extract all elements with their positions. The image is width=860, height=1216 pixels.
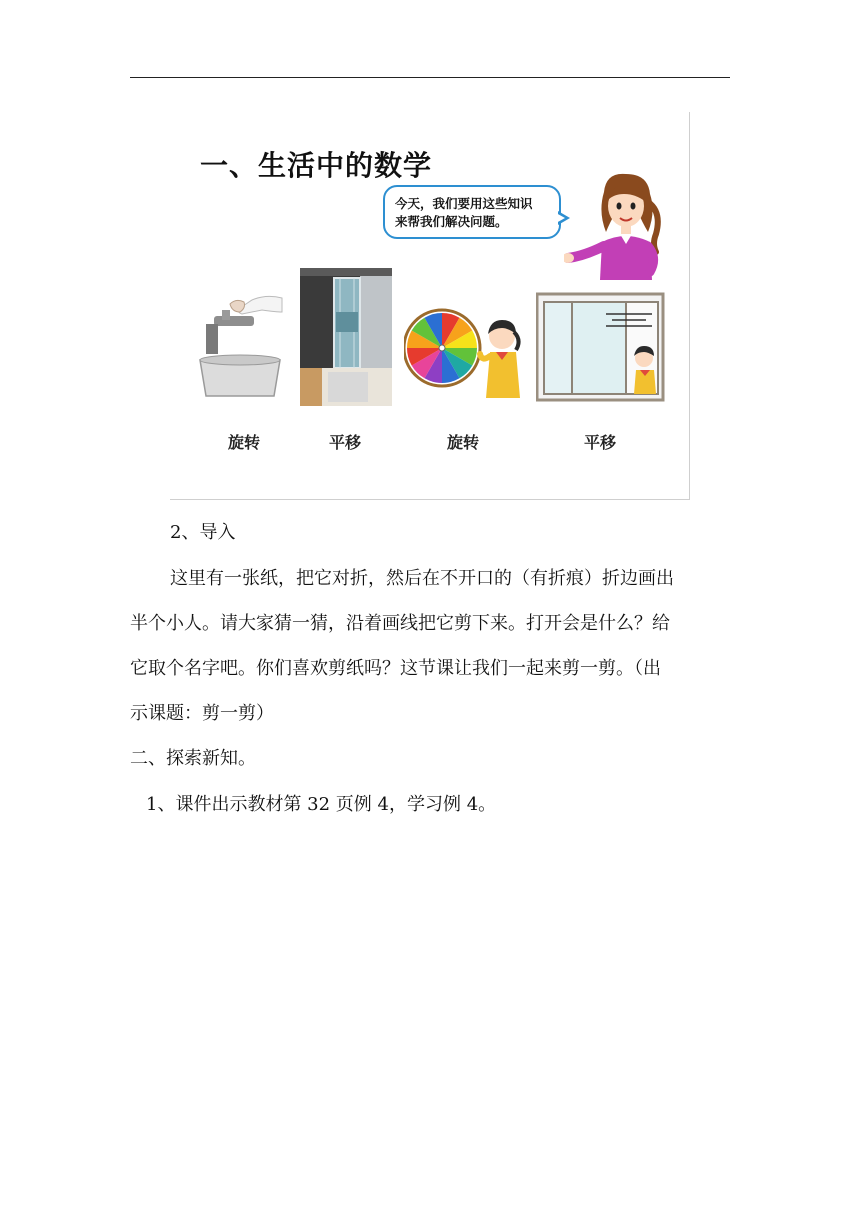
caption-rotate-1: 旋转 [228,433,261,452]
caption-translate-2: 平移 [584,433,617,452]
teacher-illustration [564,172,682,280]
spinning-wheel-picture [404,300,524,400]
section-explore-heading: 二、探索新知。 [130,748,256,769]
example-instruction: 1、课件出示教材第 32 页例 4，学习例 4。 [146,794,497,815]
header-rule [130,77,730,78]
caption-translate-1: 平移 [329,433,362,452]
speech-bubble-line-2: 来帮我们解决问题。 [395,214,508,229]
intro-paragraph-line-4: 示课题：剪一剪） [130,703,274,724]
intro-paragraph-line-3: 它取个名字吧。你们喜欢剪纸吗？这节课让我们一起来剪一剪。（出 [130,658,661,679]
intro-paragraph-line-1: 这里有一张纸，把它对折，然后在不开口的（有折痕）折边画出 [170,568,674,589]
section-intro-heading: 2、导入 [170,522,236,543]
caption-rotate-2: 旋转 [447,433,480,452]
speech-bubble [383,185,561,239]
speech-bubble-line-1: 今天，我们要用这些知识 [395,196,533,211]
faucet-basin-picture [196,290,284,402]
lesson-slide [170,112,690,500]
sliding-window-picture [536,292,666,404]
intro-paragraph-line-2: 半个小人。请大家猜一猜，沿着画线把它剪下来。打开会是什么？给 [130,613,670,634]
elevator-picture [300,268,392,406]
slide-title: 一、生活中的数学 [200,149,433,182]
